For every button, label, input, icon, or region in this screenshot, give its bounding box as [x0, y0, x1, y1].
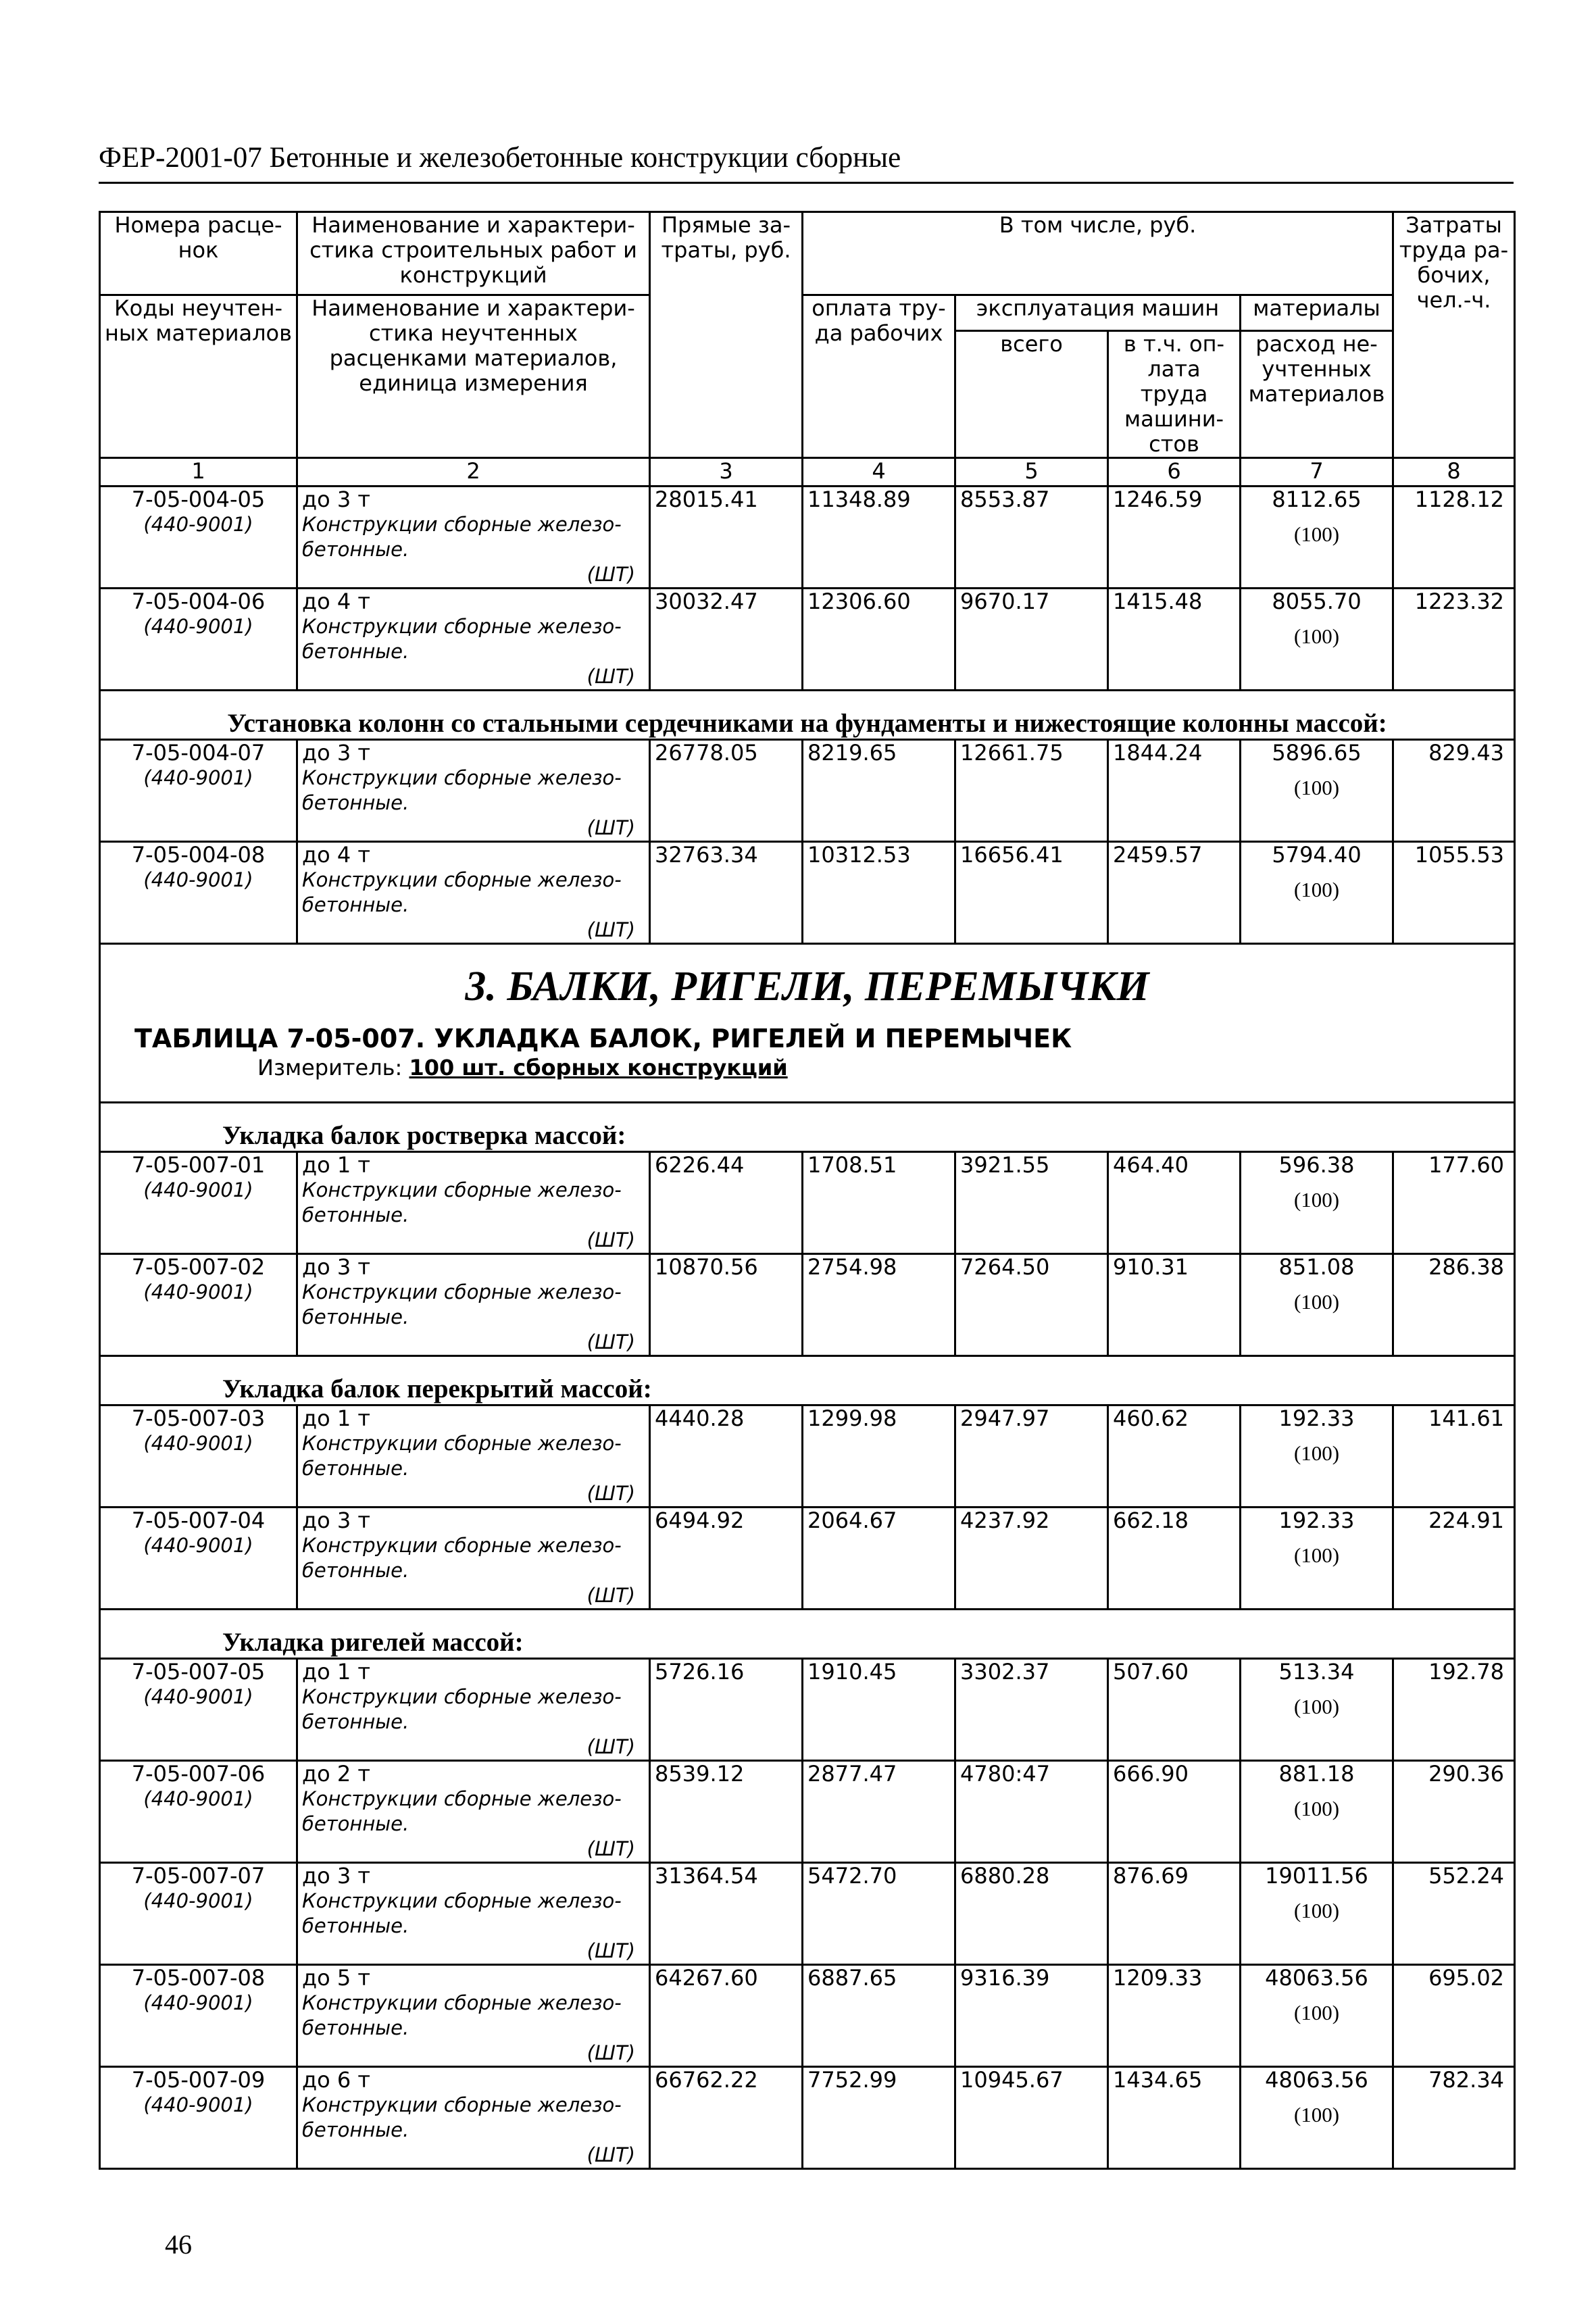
header-labor-hours: Затраты труда ра-бочих, чел.-ч. — [1393, 212, 1515, 458]
materials-quantity: (100) — [1293, 2001, 1340, 2024]
table-row — [100, 589, 1515, 691]
materials-quantity: (100) — [1293, 776, 1340, 799]
materials-quantity: (100) — [1293, 1188, 1340, 1212]
rate-code-cell — [100, 1508, 297, 1610]
column-number: 2 — [297, 458, 650, 487]
rate-code: 7-05-007-07 — [131, 1863, 266, 1889]
material-description: Конструкции сборные железо-бетонные. — [302, 1280, 622, 1328]
materials-cell — [1241, 1152, 1393, 1254]
material-description: Конструкции сборные железо-бетонные. — [302, 615, 622, 663]
rate-code-cell — [100, 1152, 297, 1254]
material-code: (440-9001) — [143, 1991, 253, 2014]
machine-total: 9670.17 — [955, 589, 1108, 691]
labor-hours: 1055.53 — [1393, 842, 1515, 944]
group-title: Установка колонн со стальными сердечниками на фундаменты и нижестоящие колонны массой: — [227, 709, 1387, 738]
materials-quantity: (100) — [1293, 1695, 1340, 1718]
work-name: до 3 т — [302, 1863, 371, 1889]
labor-hours: 1128.12 — [1393, 487, 1515, 589]
materials-cell — [1241, 1254, 1393, 1356]
rate-code: 7-05-004-05 — [131, 487, 266, 512]
machinist-pay: 2459.57 — [1108, 842, 1241, 944]
table-row — [100, 1965, 1515, 2067]
worker-pay: 1910.45 — [803, 1659, 955, 1761]
machine-total: 4780:47 — [955, 1761, 1108, 1863]
work-name-cell — [297, 1254, 650, 1356]
materials-cost: 48063.56 — [1265, 1965, 1368, 1991]
machine-total: 12661.75 — [955, 740, 1108, 842]
header-row — [100, 212, 1515, 295]
labor-hours: 829.43 — [1393, 740, 1515, 842]
column-number: 4 — [803, 458, 955, 487]
table-row — [100, 1152, 1515, 1254]
table-row — [100, 1508, 1515, 1610]
materials-cost: 19011.56 — [1265, 1863, 1368, 1889]
rate-code-cell — [100, 1659, 297, 1761]
header-machine-total: всего — [955, 331, 1108, 458]
header-unaccounted-materials: расход не-учтенных материалов — [1241, 331, 1393, 458]
material-code: (440-9001) — [143, 1889, 253, 1912]
direct-costs: 66762.22 — [650, 2067, 803, 2169]
measure-unit: (ШТ) — [587, 1837, 635, 1860]
rate-code-cell — [100, 1254, 297, 1356]
materials-cell — [1241, 1965, 1393, 2067]
materials-cell — [1241, 1761, 1393, 1863]
table-row — [100, 1254, 1515, 1356]
materials-cost: 5896.65 — [1272, 740, 1362, 766]
rate-code: 7-05-007-06 — [131, 1761, 266, 1787]
materials-quantity: (100) — [1293, 1797, 1340, 1820]
material-code: (440-9001) — [143, 615, 253, 638]
column-number: 6 — [1108, 458, 1241, 487]
section-title: 3. БАЛКИ, РИГЕЛИ, ПЕРЕМЫЧКИ — [465, 964, 1149, 1010]
measure-unit: (ШТ) — [587, 2041, 635, 2064]
material-code: (440-9001) — [143, 2093, 253, 2116]
rate-code: 7-05-007-05 — [131, 1659, 266, 1685]
labor-hours: 141.61 — [1393, 1405, 1515, 1508]
work-name: до 1 т — [302, 1659, 371, 1685]
materials-cell — [1241, 1863, 1393, 1965]
worker-pay: 11348.89 — [803, 487, 955, 589]
material-description: Конструкции сборные железо-бетонные. — [302, 1787, 622, 1835]
work-name-cell — [297, 740, 650, 842]
materials-cost: 8055.70 — [1272, 589, 1362, 614]
labor-hours: 782.34 — [1393, 2067, 1515, 2169]
work-name: до 4 т — [302, 842, 371, 868]
measure-unit: (ШТ) — [587, 1939, 635, 1962]
work-name-cell — [297, 1659, 650, 1761]
work-name: до 3 т — [302, 740, 371, 766]
rate-code-cell — [100, 740, 297, 842]
table-row — [100, 1405, 1515, 1508]
table-row — [100, 740, 1515, 842]
materials-quantity: (100) — [1293, 522, 1340, 546]
work-name-cell — [297, 2067, 650, 2169]
rate-code-cell — [100, 1863, 297, 1965]
worker-pay: 1299.98 — [803, 1405, 955, 1508]
machinist-pay: 507.60 — [1108, 1659, 1241, 1761]
work-name: до 5 т — [302, 1965, 371, 1991]
header-work-name: Наименование и характери-стика строительных работ и конструкций — [297, 212, 650, 295]
measure-unit: (ШТ) — [587, 1482, 635, 1505]
material-code: (440-9001) — [143, 1178, 253, 1201]
measure-unit: (ШТ) — [587, 1330, 635, 1353]
column-number: 8 — [1393, 458, 1515, 487]
header-row-2 — [100, 295, 1515, 331]
document-header: ФЕР-2001-07 Бетонные и железобетонные конструкции сборные — [99, 139, 1514, 184]
materials-cost: 48063.56 — [1265, 2067, 1368, 2093]
work-name-cell — [297, 589, 650, 691]
rate-code-cell — [100, 842, 297, 944]
material-description: Конструкции сборные железо-бетонные. — [302, 1534, 622, 1582]
direct-costs: 5726.16 — [650, 1659, 803, 1761]
measure-line — [257, 1054, 1514, 1081]
rate-code-cell — [100, 2067, 297, 2169]
material-code: (440-9001) — [143, 1685, 253, 1708]
column-number: 7 — [1241, 458, 1393, 487]
measure-unit: (ШТ) — [587, 563, 635, 586]
rate-code-cell — [100, 1761, 297, 1863]
materials-cost: 5794.40 — [1272, 842, 1362, 868]
measure-label: Измеритель: — [257, 1055, 403, 1080]
materials-cell — [1241, 1508, 1393, 1610]
table-row — [100, 1863, 1515, 1965]
rate-code: 7-05-007-02 — [131, 1254, 266, 1280]
material-code: (440-9001) — [143, 868, 253, 891]
work-name-cell — [297, 487, 650, 589]
table-row — [100, 1761, 1515, 1863]
material-description: Конструкции сборные железо-бетонные. — [302, 1889, 622, 1937]
materials-cost: 881.18 — [1278, 1761, 1355, 1787]
worker-pay: 8219.65 — [803, 740, 955, 842]
labor-hours: 695.02 — [1393, 1965, 1515, 2067]
work-name: до 3 т — [302, 1508, 371, 1533]
group-title: Укладка ригелей массой: — [222, 1628, 524, 1657]
header-direct-costs: Прямые за-траты, руб. — [650, 212, 803, 458]
work-name-cell — [297, 1152, 650, 1254]
price-table — [99, 211, 1516, 2170]
worker-pay: 5472.70 — [803, 1863, 955, 1965]
worker-pay: 2877.47 — [803, 1761, 955, 1863]
direct-costs: 4440.28 — [650, 1405, 803, 1508]
table-body — [100, 212, 1515, 2169]
labor-hours: 192.78 — [1393, 1659, 1515, 1761]
measure-value: 100 шт. сборных конструкций — [409, 1055, 788, 1080]
materials-cost: 851.08 — [1278, 1254, 1355, 1280]
machine-total: 7264.50 — [955, 1254, 1108, 1356]
material-description: Конструкции сборные железо-бетонные. — [302, 2093, 622, 2141]
group-title-row — [100, 1610, 1515, 1659]
materials-quantity: (100) — [1293, 1441, 1340, 1465]
machinist-pay: 666.90 — [1108, 1761, 1241, 1863]
material-description: Конструкции сборные железо-бетонные. — [302, 868, 622, 916]
materials-quantity: (100) — [1293, 624, 1340, 648]
rate-code: 7-05-007-08 — [131, 1965, 266, 1991]
machinist-pay: 1209.33 — [1108, 1965, 1241, 2067]
rate-code: 7-05-004-06 — [131, 589, 266, 614]
materials-cell — [1241, 842, 1393, 944]
table-row — [100, 2067, 1515, 2169]
header-material-codes: Коды неучтен-ных материалов — [100, 295, 297, 458]
machine-total: 4237.92 — [955, 1508, 1108, 1610]
header-material-name: Наименование и характери-стика неучтенных расценками материалов, единица измерения — [297, 295, 650, 458]
materials-cell — [1241, 589, 1393, 691]
worker-pay: 10312.53 — [803, 842, 955, 944]
group-title: Укладка балок перекрытий массой: — [222, 1374, 652, 1403]
header-machinist-pay: в т.ч. оп-лата труда машини-стов — [1108, 331, 1241, 458]
group-title: Укладка балок ростверка массой: — [222, 1121, 626, 1150]
machine-total: 3302.37 — [955, 1659, 1108, 1761]
work-name-cell — [297, 1965, 650, 2067]
machine-total: 6880.28 — [955, 1863, 1108, 1965]
work-name-cell — [297, 1761, 650, 1863]
header-rate-numbers: Номера расце-нок — [100, 212, 297, 295]
direct-costs: 32763.34 — [650, 842, 803, 944]
labor-hours: 1223.32 — [1393, 589, 1515, 691]
labor-hours: 224.91 — [1393, 1508, 1515, 1610]
rate-code-cell — [100, 1965, 297, 2067]
material-code: (440-9001) — [143, 1280, 253, 1303]
work-name-cell — [297, 1863, 650, 1965]
material-description: Конструкции сборные железо-бетонные. — [302, 1432, 622, 1480]
header-including: В том числе, руб. — [803, 212, 1393, 295]
machinist-pay: 662.18 — [1108, 1508, 1241, 1610]
direct-costs: 8539.12 — [650, 1761, 803, 1863]
measure-unit: (ШТ) — [587, 1735, 635, 1758]
direct-costs: 6226.44 — [650, 1152, 803, 1254]
labor-hours: 177.60 — [1393, 1152, 1515, 1254]
table-row — [100, 842, 1515, 944]
measure-unit: (ШТ) — [587, 918, 635, 941]
worker-pay: 7752.99 — [803, 2067, 955, 2169]
materials-cost: 596.38 — [1278, 1152, 1355, 1178]
materials-cost: 192.33 — [1278, 1508, 1355, 1533]
materials-quantity: (100) — [1293, 2103, 1340, 2126]
machine-total: 8553.87 — [955, 487, 1108, 589]
machinist-pay: 1434.65 — [1108, 2067, 1241, 2169]
rate-code: 7-05-007-03 — [131, 1405, 266, 1431]
material-description: Конструкции сборные железо-бетонные. — [302, 766, 622, 814]
section-row — [100, 944, 1515, 1103]
direct-costs: 64267.60 — [650, 1965, 803, 2067]
material-description: Конструкции сборные железо-бетонные. — [302, 513, 622, 561]
work-name: до 3 т — [302, 1254, 371, 1280]
rate-code-cell — [100, 1405, 297, 1508]
group-title-cell — [100, 1103, 1515, 1152]
machine-total: 10945.67 — [955, 2067, 1108, 2169]
materials-cell — [1241, 740, 1393, 842]
group-title-cell — [100, 1610, 1515, 1659]
table-row — [100, 487, 1515, 589]
work-name: до 1 т — [302, 1152, 371, 1178]
material-description: Конструкции сборные железо-бетонные. — [302, 1685, 622, 1733]
materials-quantity: (100) — [1293, 1543, 1340, 1567]
machinist-pay: 464.40 — [1108, 1152, 1241, 1254]
machine-total: 3921.55 — [955, 1152, 1108, 1254]
column-number: 1 — [100, 458, 297, 487]
materials-quantity: (100) — [1293, 1290, 1340, 1314]
work-name: до 3 т — [302, 487, 371, 512]
worker-pay: 2064.67 — [803, 1508, 955, 1610]
labor-hours: 290.36 — [1393, 1761, 1515, 1863]
labor-hours: 552.24 — [1393, 1863, 1515, 1965]
measure-unit: (ШТ) — [587, 1228, 635, 1251]
work-name: до 4 т — [302, 589, 371, 614]
group-title-cell — [100, 691, 1515, 740]
material-description: Конструкции сборные железо-бетонные. — [302, 1178, 622, 1226]
direct-costs: 28015.41 — [650, 487, 803, 589]
work-name-cell — [297, 842, 650, 944]
machinist-pay: 460.62 — [1108, 1405, 1241, 1508]
rate-code: 7-05-007-04 — [131, 1508, 266, 1533]
measure-unit: (ШТ) — [587, 1584, 635, 1607]
labor-hours: 286.38 — [1393, 1254, 1515, 1356]
measure-unit: (ШТ) — [587, 2143, 635, 2166]
section-cell — [100, 944, 1515, 1103]
worker-pay: 2754.98 — [803, 1254, 955, 1356]
materials-cell — [1241, 1405, 1393, 1508]
machinist-pay: 876.69 — [1108, 1863, 1241, 1965]
materials-cell — [1241, 487, 1393, 589]
direct-costs: 26778.05 — [650, 740, 803, 842]
machinist-pay: 1415.48 — [1108, 589, 1241, 691]
direct-costs: 30032.47 — [650, 589, 803, 691]
machine-total: 9316.39 — [955, 1965, 1108, 2067]
work-name-cell — [297, 1405, 650, 1508]
material-code: (440-9001) — [143, 1787, 253, 1810]
machine-total: 2947.97 — [955, 1405, 1108, 1508]
materials-cell — [1241, 2067, 1393, 2169]
rate-code-cell — [100, 487, 297, 589]
materials-cell — [1241, 1659, 1393, 1761]
header-machine-operation: эксплуатация машин — [955, 295, 1241, 331]
materials-quantity: (100) — [1293, 1899, 1340, 1922]
header-worker-pay: оплата тру-да рабочих — [803, 295, 955, 458]
column-numbers-row — [100, 458, 1515, 487]
direct-costs: 6494.92 — [650, 1508, 803, 1610]
material-code: (440-9001) — [143, 766, 253, 789]
rate-code: 7-05-004-08 — [131, 842, 266, 868]
material-description: Конструкции сборные железо-бетонные. — [302, 1991, 622, 2039]
material-code: (440-9001) — [143, 1432, 253, 1455]
worker-pay: 6887.65 — [803, 1965, 955, 2067]
direct-costs: 31364.54 — [650, 1863, 803, 1965]
machinist-pay: 910.31 — [1108, 1254, 1241, 1356]
worker-pay: 1708.51 — [803, 1152, 955, 1254]
group-title-row — [100, 1103, 1515, 1152]
machine-total: 16656.41 — [955, 842, 1108, 944]
materials-cost: 192.33 — [1278, 1405, 1355, 1431]
material-code: (440-9001) — [143, 513, 253, 536]
work-name: до 1 т — [302, 1405, 371, 1431]
direct-costs: 10870.56 — [650, 1254, 803, 1356]
table-row — [100, 1659, 1515, 1761]
rate-code: 7-05-007-09 — [131, 2067, 266, 2093]
rate-code: 7-05-007-01 — [131, 1152, 266, 1178]
page-number: 46 — [165, 2229, 192, 2260]
machinist-pay: 1246.59 — [1108, 487, 1241, 589]
materials-cost: 8112.65 — [1272, 487, 1362, 512]
work-name: до 6 т — [302, 2067, 371, 2093]
column-number: 3 — [650, 458, 803, 487]
worker-pay: 12306.60 — [803, 589, 955, 691]
measure-unit: (ШТ) — [587, 665, 635, 688]
group-title-cell — [100, 1356, 1515, 1405]
materials-cost: 513.34 — [1278, 1659, 1355, 1685]
measure-unit: (ШТ) — [587, 816, 635, 839]
group-title-row — [100, 691, 1515, 740]
rate-code: 7-05-004-07 — [131, 740, 266, 766]
material-code: (440-9001) — [143, 1534, 253, 1557]
work-name-cell — [297, 1508, 650, 1610]
header-materials: материалы — [1241, 295, 1393, 331]
materials-quantity: (100) — [1293, 878, 1340, 901]
column-number: 5 — [955, 458, 1108, 487]
rate-code-cell — [100, 589, 297, 691]
machinist-pay: 1844.24 — [1108, 740, 1241, 842]
group-title-row — [100, 1356, 1515, 1405]
table-title: ТАБЛИЦА 7-05-007. УКЛАДКА БАЛОК, РИГЕЛЕЙ И ПЕРЕМЫЧЕК — [134, 1024, 1072, 1053]
work-name: до 2 т — [302, 1761, 371, 1787]
